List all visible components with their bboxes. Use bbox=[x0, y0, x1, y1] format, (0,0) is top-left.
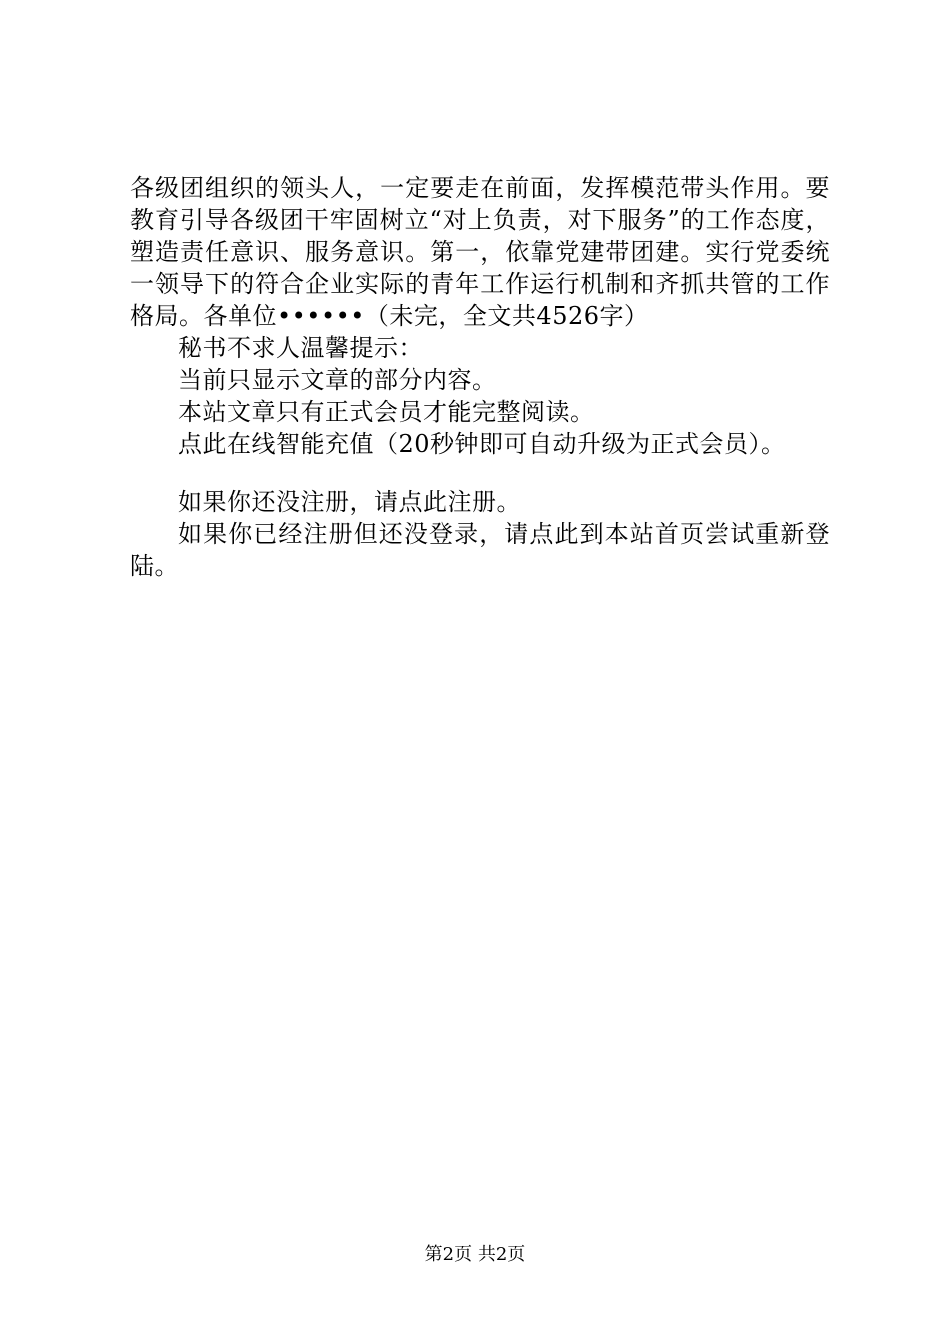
register-link[interactable]: 如果你还没注册，请点此注册。 bbox=[178, 488, 521, 516]
paragraph-spacer bbox=[130, 460, 830, 486]
notice-line-partial: 当前只显示文章的部分内容。 bbox=[178, 366, 497, 394]
body-paragraph: 各级团组织的领头人，一定要走在前面，发挥模范带头作用。要教育引导各级团干牢固树立“对上负责，对下服务”的工作态度，塑造责任意识、服务意识。第一，依靠党建带团建。实行党委统一领导下的符合企业实际的青年工作运行机制和齐抓共管的工作格局。各单位••••••（未完，全文共4526字） bbox=[130, 174, 830, 330]
page-footer bbox=[0, 1243, 950, 1267]
document-content bbox=[130, 172, 830, 582]
notice-line-members-only: 本站文章只有正式会员才能完整阅读。 bbox=[178, 398, 595, 426]
notice-title: 秘书不求人温馨提示： bbox=[178, 334, 423, 362]
login-link[interactable]: 如果你已经注册但还没登录，请点此到本站首页尝试重新登陆。 bbox=[130, 520, 830, 580]
page-number: 第2页 共2页 bbox=[424, 1244, 526, 1265]
recharge-link[interactable]: 点此在线智能充值（20秒钟即可自动升级为正式会员）。 bbox=[178, 430, 786, 458]
